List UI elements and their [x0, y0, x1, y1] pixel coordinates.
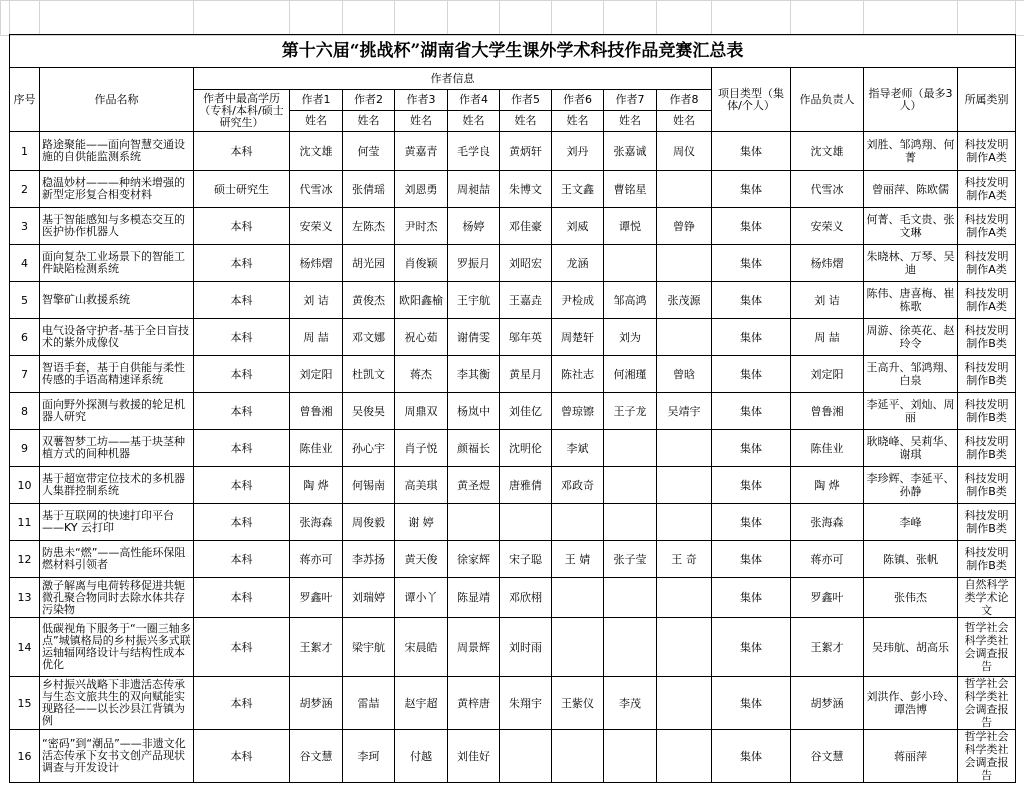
row-advisor: 周游、徐英花、赵玲令 [864, 319, 958, 356]
header-category: 所属类别 [958, 68, 1016, 132]
row-author-name: 张茂源 [657, 282, 712, 319]
row-category: 哲学社会科学类社会调查报告 [958, 677, 1016, 730]
header-name-label: 姓名 [290, 111, 343, 132]
row-advisor: 陈伟、唐喜梅、崔栋歌 [864, 282, 958, 319]
row-education: 本科 [194, 245, 290, 282]
header-author: 作者4 [448, 90, 500, 111]
row-seq: 6 [10, 319, 40, 356]
row-author-name: 杜凯文 [343, 356, 395, 393]
row-author-name [552, 730, 604, 783]
row-author-name: 杨炜熠 [290, 245, 343, 282]
table-row [10, 245, 1016, 282]
row-author-name: 刘佳好 [448, 730, 500, 783]
row-advisor: 蒋丽萍 [864, 730, 958, 783]
table-row [10, 467, 1016, 504]
row-author-name [604, 245, 657, 282]
row-author-name: 蒋亦可 [290, 541, 343, 578]
row-category: 科技发明制作B类 [958, 467, 1016, 504]
row-author-name: 刘恩勇 [395, 171, 448, 208]
spreadsheet-grid [0, 0, 1024, 36]
row-author-name: 刘瑞婷 [343, 578, 395, 618]
row-category: 科技发明制作A类 [958, 208, 1016, 245]
row-author-name: 周仪 [657, 132, 712, 171]
row-author-name: 王紫仪 [552, 677, 604, 730]
header-name-label: 姓名 [604, 111, 657, 132]
row-author-name: 李斌 [552, 430, 604, 467]
table-row [10, 356, 1016, 393]
row-seq: 11 [10, 504, 40, 541]
row-author-name: 周楚轩 [552, 319, 604, 356]
row-author-name [500, 730, 552, 783]
row-seq: 13 [10, 578, 40, 618]
row-author-name: 刘定阳 [290, 356, 343, 393]
row-project-type: 集体 [712, 208, 791, 245]
row-author-name: 邹高鸿 [604, 282, 657, 319]
table-row [10, 578, 1016, 618]
row-seq: 7 [10, 356, 40, 393]
row-author-name [657, 171, 712, 208]
row-project-type: 集体 [712, 245, 791, 282]
row-author-name: 刘佳亿 [500, 393, 552, 430]
row-author-name: 周景辉 [448, 618, 500, 677]
row-seq: 9 [10, 430, 40, 467]
row-leader: 谷文慧 [791, 730, 864, 783]
row-author-name: 张嘉诚 [604, 132, 657, 171]
row-author-name: 何莹 [343, 132, 395, 171]
row-author-name: 黄梓唐 [448, 677, 500, 730]
row-advisor: 曾丽萍、陈欧儒 [864, 171, 958, 208]
row-author-name: 周昶喆 [448, 171, 500, 208]
header-name-label: 姓名 [448, 111, 500, 132]
row-author-name: 邓政奇 [552, 467, 604, 504]
row-author-name: 邬年英 [500, 319, 552, 356]
header-project-name: 作品名称 [40, 68, 194, 132]
table-row [10, 393, 1016, 430]
row-author-name: 王子龙 [604, 393, 657, 430]
table-row [10, 171, 1016, 208]
row-author-name: 谢 婷 [395, 504, 448, 541]
row-leader: 王絮才 [791, 618, 864, 677]
row-author-name: 谭小丫 [395, 578, 448, 618]
row-author-name: 祝心茹 [395, 319, 448, 356]
header-author: 作者7 [604, 90, 657, 111]
row-author-name: 邓欣栩 [500, 578, 552, 618]
row-author-name: 刘昭宏 [500, 245, 552, 282]
row-author-name: 蒋杰 [395, 356, 448, 393]
table-row [10, 282, 1016, 319]
header-author: 作者5 [500, 90, 552, 111]
row-author-name: 刘丹 [552, 132, 604, 171]
row-author-name: 刘威 [552, 208, 604, 245]
row-author-name [604, 578, 657, 618]
row-category: 科技发明制作B类 [958, 541, 1016, 578]
table-row [10, 618, 1016, 677]
row-advisor: 朱晓林、万琴、吴迪 [864, 245, 958, 282]
row-author-name: 陈佳业 [290, 430, 343, 467]
table-row [10, 504, 1016, 541]
row-author-name [604, 730, 657, 783]
row-education: 本科 [194, 730, 290, 783]
row-author-name [657, 467, 712, 504]
row-author-name [657, 618, 712, 677]
row-author-name: 刘 诘 [290, 282, 343, 319]
row-author-name: 王宇航 [448, 282, 500, 319]
row-author-name: 张子莹 [604, 541, 657, 578]
table-title: 第十六届“挑战杯”湖南省大学生课外学术科技作品竞赛汇总表 [10, 35, 1016, 68]
row-advisor: 李珍辉、李延平、孙静 [864, 467, 958, 504]
row-project-type: 集体 [712, 677, 791, 730]
row-author-name: 谢倩雯 [448, 319, 500, 356]
row-leader: 罗鑫叶 [791, 578, 864, 618]
header-name-label: 姓名 [500, 111, 552, 132]
row-author-name: 沈明伦 [500, 430, 552, 467]
row-category: 自然科学类学术论文 [958, 578, 1016, 618]
row-education: 本科 [194, 618, 290, 677]
row-author-name: 罗鑫叶 [290, 578, 343, 618]
row-project-name: 激子解离与电荷转移促进共轭微孔聚合物同时去除水体共存污染物 [40, 578, 194, 618]
row-author-name: 徐家辉 [448, 541, 500, 578]
row-author-name: 曾鲁湘 [290, 393, 343, 430]
row-project-type: 集体 [712, 578, 791, 618]
table-row [10, 132, 1016, 171]
header-advisor: 指导老师（最多3人） [864, 68, 958, 132]
header-author: 作者6 [552, 90, 604, 111]
row-author-name: 黄俊杰 [343, 282, 395, 319]
row-author-name [552, 504, 604, 541]
row-project-name: 乡村振兴战略下非遗活态传承与生态文旅共生的双向赋能实现路径——以长沙县江背镇为例 [40, 677, 194, 730]
row-author-name [657, 578, 712, 618]
table-row [10, 208, 1016, 245]
row-author-name [657, 730, 712, 783]
header-name-label: 姓名 [395, 111, 448, 132]
row-project-type: 集体 [712, 618, 791, 677]
row-leader: 胡梦涵 [791, 677, 864, 730]
row-category: 科技发明制作B类 [958, 319, 1016, 356]
row-category: 哲学社会科学类社会调查报告 [958, 730, 1016, 783]
row-project-type: 集体 [712, 282, 791, 319]
row-seq: 3 [10, 208, 40, 245]
row-author-name: 黄星月 [500, 356, 552, 393]
row-author-name: 王嘉垚 [500, 282, 552, 319]
header-author: 作者3 [395, 90, 448, 111]
row-author-name: 肖子悦 [395, 430, 448, 467]
row-project-name: 防患未“燃”——高性能环保阻燃材料引领者 [40, 541, 194, 578]
row-advisor: 李延平、刘灿、周丽 [864, 393, 958, 430]
row-education: 本科 [194, 677, 290, 730]
row-project-name: 电气设备守护者-基于全日盲技术的紫外成像仪 [40, 319, 194, 356]
row-author-name [604, 430, 657, 467]
row-advisor: 陈镇、张帆 [864, 541, 958, 578]
row-author-name: 赵宇超 [395, 677, 448, 730]
row-author-name: 周 喆 [290, 319, 343, 356]
row-author-name: 尹时杰 [395, 208, 448, 245]
row-leader: 张海森 [791, 504, 864, 541]
row-project-type: 集体 [712, 730, 791, 783]
row-project-name: 低碳视角下服务于“一圈三轴多点”城镇格局的乡村振兴多式联运轴辐网络设计与结构性成本优化 [40, 618, 194, 677]
row-category: 科技发明制作B类 [958, 393, 1016, 430]
row-education: 硕士研究生 [194, 171, 290, 208]
row-project-name: “密码”到“潮品”——非遗文化活态传承下女书文创产品现状调查与开发设计 [40, 730, 194, 783]
row-author-name [604, 504, 657, 541]
row-advisor: 王高升、邹鸿翔、白泉 [864, 356, 958, 393]
row-education: 本科 [194, 319, 290, 356]
row-seq: 10 [10, 467, 40, 504]
row-project-name: 基于超宽带定位技术的多机器人集群控制系统 [40, 467, 194, 504]
row-advisor: 何菁、毛文贵、张文琳 [864, 208, 958, 245]
row-project-type: 集体 [712, 430, 791, 467]
row-author-name: 黄炳轩 [500, 132, 552, 171]
row-author-name: 胡光园 [343, 245, 395, 282]
row-author-name: 代雪冰 [290, 171, 343, 208]
row-leader: 陶 烨 [791, 467, 864, 504]
row-author-name: 安荣义 [290, 208, 343, 245]
row-leader: 刘定阳 [791, 356, 864, 393]
row-author-name: 雷喆 [343, 677, 395, 730]
row-advisor: 耿晓峰、吴莉华、谢琪 [864, 430, 958, 467]
row-author-name: 孙心宇 [343, 430, 395, 467]
row-author-name: 唐雅倩 [500, 467, 552, 504]
row-advisor: 李峰 [864, 504, 958, 541]
header-author-info: 作者信息 [194, 68, 712, 90]
row-education: 本科 [194, 208, 290, 245]
row-leader: 曾鲁湘 [791, 393, 864, 430]
row-author-name [657, 245, 712, 282]
row-project-name: 基于互联网的快速打印平台——KY 云打印 [40, 504, 194, 541]
row-seq: 4 [10, 245, 40, 282]
row-project-type: 集体 [712, 467, 791, 504]
row-category: 科技发明制作A类 [958, 245, 1016, 282]
row-author-name [552, 618, 604, 677]
row-leader: 刘 诘 [791, 282, 864, 319]
row-author-name: 宋子聪 [500, 541, 552, 578]
row-author-name: 刘时雨 [500, 618, 552, 677]
row-author-name: 吴靖宇 [657, 393, 712, 430]
table-row [10, 730, 1016, 783]
row-advisor: 刘胜、邹鸿翔、何菁 [864, 132, 958, 171]
row-author-name: 肖俊颖 [395, 245, 448, 282]
row-education: 本科 [194, 282, 290, 319]
row-author-name: 朱博文 [500, 171, 552, 208]
row-author-name: 李珂 [343, 730, 395, 783]
row-leader: 蒋亦可 [791, 541, 864, 578]
row-author-name: 曹铭星 [604, 171, 657, 208]
header-name-label: 姓名 [552, 111, 604, 132]
row-category: 科技发明制作B类 [958, 356, 1016, 393]
row-project-type: 集体 [712, 393, 791, 430]
row-author-name: 罗振月 [448, 245, 500, 282]
row-author-name: 张倩瑶 [343, 171, 395, 208]
row-author-name: 张海森 [290, 504, 343, 541]
row-education: 本科 [194, 467, 290, 504]
row-advisor: 吴玮航、胡高乐 [864, 618, 958, 677]
row-category: 科技发明制作B类 [958, 430, 1016, 467]
row-author-name [604, 467, 657, 504]
row-project-type: 集体 [712, 319, 791, 356]
table-row [10, 541, 1016, 578]
row-category: 科技发明制作B类 [958, 504, 1016, 541]
row-author-name: 周鼎双 [395, 393, 448, 430]
row-education: 本科 [194, 541, 290, 578]
row-author-name: 谷文慧 [290, 730, 343, 783]
row-author-name: 宋晨皓 [395, 618, 448, 677]
row-author-name: 邓佳豪 [500, 208, 552, 245]
row-author-name: 曾晗 [657, 356, 712, 393]
row-leader: 安荣义 [791, 208, 864, 245]
row-author-name: 邓文娜 [343, 319, 395, 356]
row-category: 科技发明制作A类 [958, 132, 1016, 171]
row-advisor: 张伟杰 [864, 578, 958, 618]
row-project-type: 集体 [712, 171, 791, 208]
row-project-type: 集体 [712, 541, 791, 578]
row-author-name: 陈显靖 [448, 578, 500, 618]
row-category: 科技发明制作A类 [958, 171, 1016, 208]
row-education: 本科 [194, 393, 290, 430]
row-author-name: 颜福长 [448, 430, 500, 467]
header-author: 作者2 [343, 90, 395, 111]
summary-table [9, 34, 1016, 783]
header-education: 作者中最高学历（专科/本科/硕士研究生） [194, 90, 290, 132]
row-author-name: 王絮才 [290, 618, 343, 677]
row-author-name: 左陈杰 [343, 208, 395, 245]
header-seq: 序号 [10, 68, 40, 132]
row-seq: 14 [10, 618, 40, 677]
header-author: 作者8 [657, 90, 712, 111]
row-author-name: 杨婷 [448, 208, 500, 245]
row-project-name: 路途聚能——面向智慧交通设施的自供能监测系统 [40, 132, 194, 171]
row-project-type: 集体 [712, 132, 791, 171]
row-project-type: 集体 [712, 356, 791, 393]
row-author-name [657, 430, 712, 467]
row-seq: 5 [10, 282, 40, 319]
row-seq: 12 [10, 541, 40, 578]
row-author-name: 陶 烨 [290, 467, 343, 504]
row-education: 本科 [194, 356, 290, 393]
row-seq: 8 [10, 393, 40, 430]
row-seq: 15 [10, 677, 40, 730]
row-author-name [500, 504, 552, 541]
row-author-name: 尹检成 [552, 282, 604, 319]
row-author-name: 王 奇 [657, 541, 712, 578]
row-author-name: 朱翔宇 [500, 677, 552, 730]
row-leader: 周 喆 [791, 319, 864, 356]
row-project-name: 智擎矿山救援系统 [40, 282, 194, 319]
row-author-name: 王 婧 [552, 541, 604, 578]
row-author-name: 李苏扬 [343, 541, 395, 578]
row-author-name: 王文鑫 [552, 171, 604, 208]
row-category: 科技发明制作A类 [958, 282, 1016, 319]
row-author-name: 李其衡 [448, 356, 500, 393]
row-author-name: 黄天俊 [395, 541, 448, 578]
row-advisor: 刘洪作、彭小玲、谭浩博 [864, 677, 958, 730]
row-author-name [604, 618, 657, 677]
row-author-name: 吴俊昊 [343, 393, 395, 430]
table-row [10, 677, 1016, 730]
row-author-name: 何湘瑾 [604, 356, 657, 393]
row-author-name [657, 677, 712, 730]
row-education: 本科 [194, 430, 290, 467]
row-leader: 陈佳业 [791, 430, 864, 467]
row-author-name: 曾琼镲 [552, 393, 604, 430]
row-author-name: 曾铮 [657, 208, 712, 245]
row-author-name [552, 578, 604, 618]
header-project-type: 项目类型（集体/个人） [712, 68, 791, 132]
row-project-name: 双薯智梦工坊——基于块茎种植方式的间种机器 [40, 430, 194, 467]
row-seq: 2 [10, 171, 40, 208]
header-leader: 作品负责人 [791, 68, 864, 132]
row-project-name: 基于智能感知与多模态交互的医护协作机器人 [40, 208, 194, 245]
row-project-type: 集体 [712, 504, 791, 541]
row-project-name: 面向野外探测与救援的轮足机器人研究 [40, 393, 194, 430]
row-project-name: 面向复杂工业场景下的智能工件缺陷检测系统 [40, 245, 194, 282]
row-author-name: 欧阳鑫榆 [395, 282, 448, 319]
row-education: 本科 [194, 132, 290, 171]
row-seq: 16 [10, 730, 40, 783]
header-name-label: 姓名 [657, 111, 712, 132]
row-author-name: 胡梦涵 [290, 677, 343, 730]
row-author-name: 梁宇航 [343, 618, 395, 677]
header-name-label: 姓名 [343, 111, 395, 132]
row-author-name: 沈文雄 [290, 132, 343, 171]
row-author-name [657, 319, 712, 356]
row-project-name: 智语手套，基于自供能与柔性传感的手语高精速译系统 [40, 356, 194, 393]
row-author-name: 黄圣煜 [448, 467, 500, 504]
table-row [10, 430, 1016, 467]
row-author-name: 陈社志 [552, 356, 604, 393]
row-seq: 1 [10, 132, 40, 171]
row-author-name: 杨岚中 [448, 393, 500, 430]
row-author-name: 高美琪 [395, 467, 448, 504]
row-leader: 代雪冰 [791, 171, 864, 208]
header-author: 作者1 [290, 90, 343, 111]
row-author-name: 黄嘉青 [395, 132, 448, 171]
row-author-name: 付越 [395, 730, 448, 783]
row-author-name [657, 504, 712, 541]
row-leader: 沈文雄 [791, 132, 864, 171]
row-education: 本科 [194, 504, 290, 541]
row-author-name: 龙涵 [552, 245, 604, 282]
row-author-name: 谭悦 [604, 208, 657, 245]
row-author-name [448, 504, 500, 541]
row-education: 本科 [194, 578, 290, 618]
row-author-name: 李茂 [604, 677, 657, 730]
row-category: 哲学社会科学类社会调查报告 [958, 618, 1016, 677]
table-row [10, 319, 1016, 356]
row-author-name: 毛学良 [448, 132, 500, 171]
row-author-name: 周俊毅 [343, 504, 395, 541]
row-project-name: 稳温妙材———种纳米增强的新型定形复合相变材料 [40, 171, 194, 208]
row-leader: 杨炜熠 [791, 245, 864, 282]
row-author-name: 刘为 [604, 319, 657, 356]
row-author-name: 何锡南 [343, 467, 395, 504]
